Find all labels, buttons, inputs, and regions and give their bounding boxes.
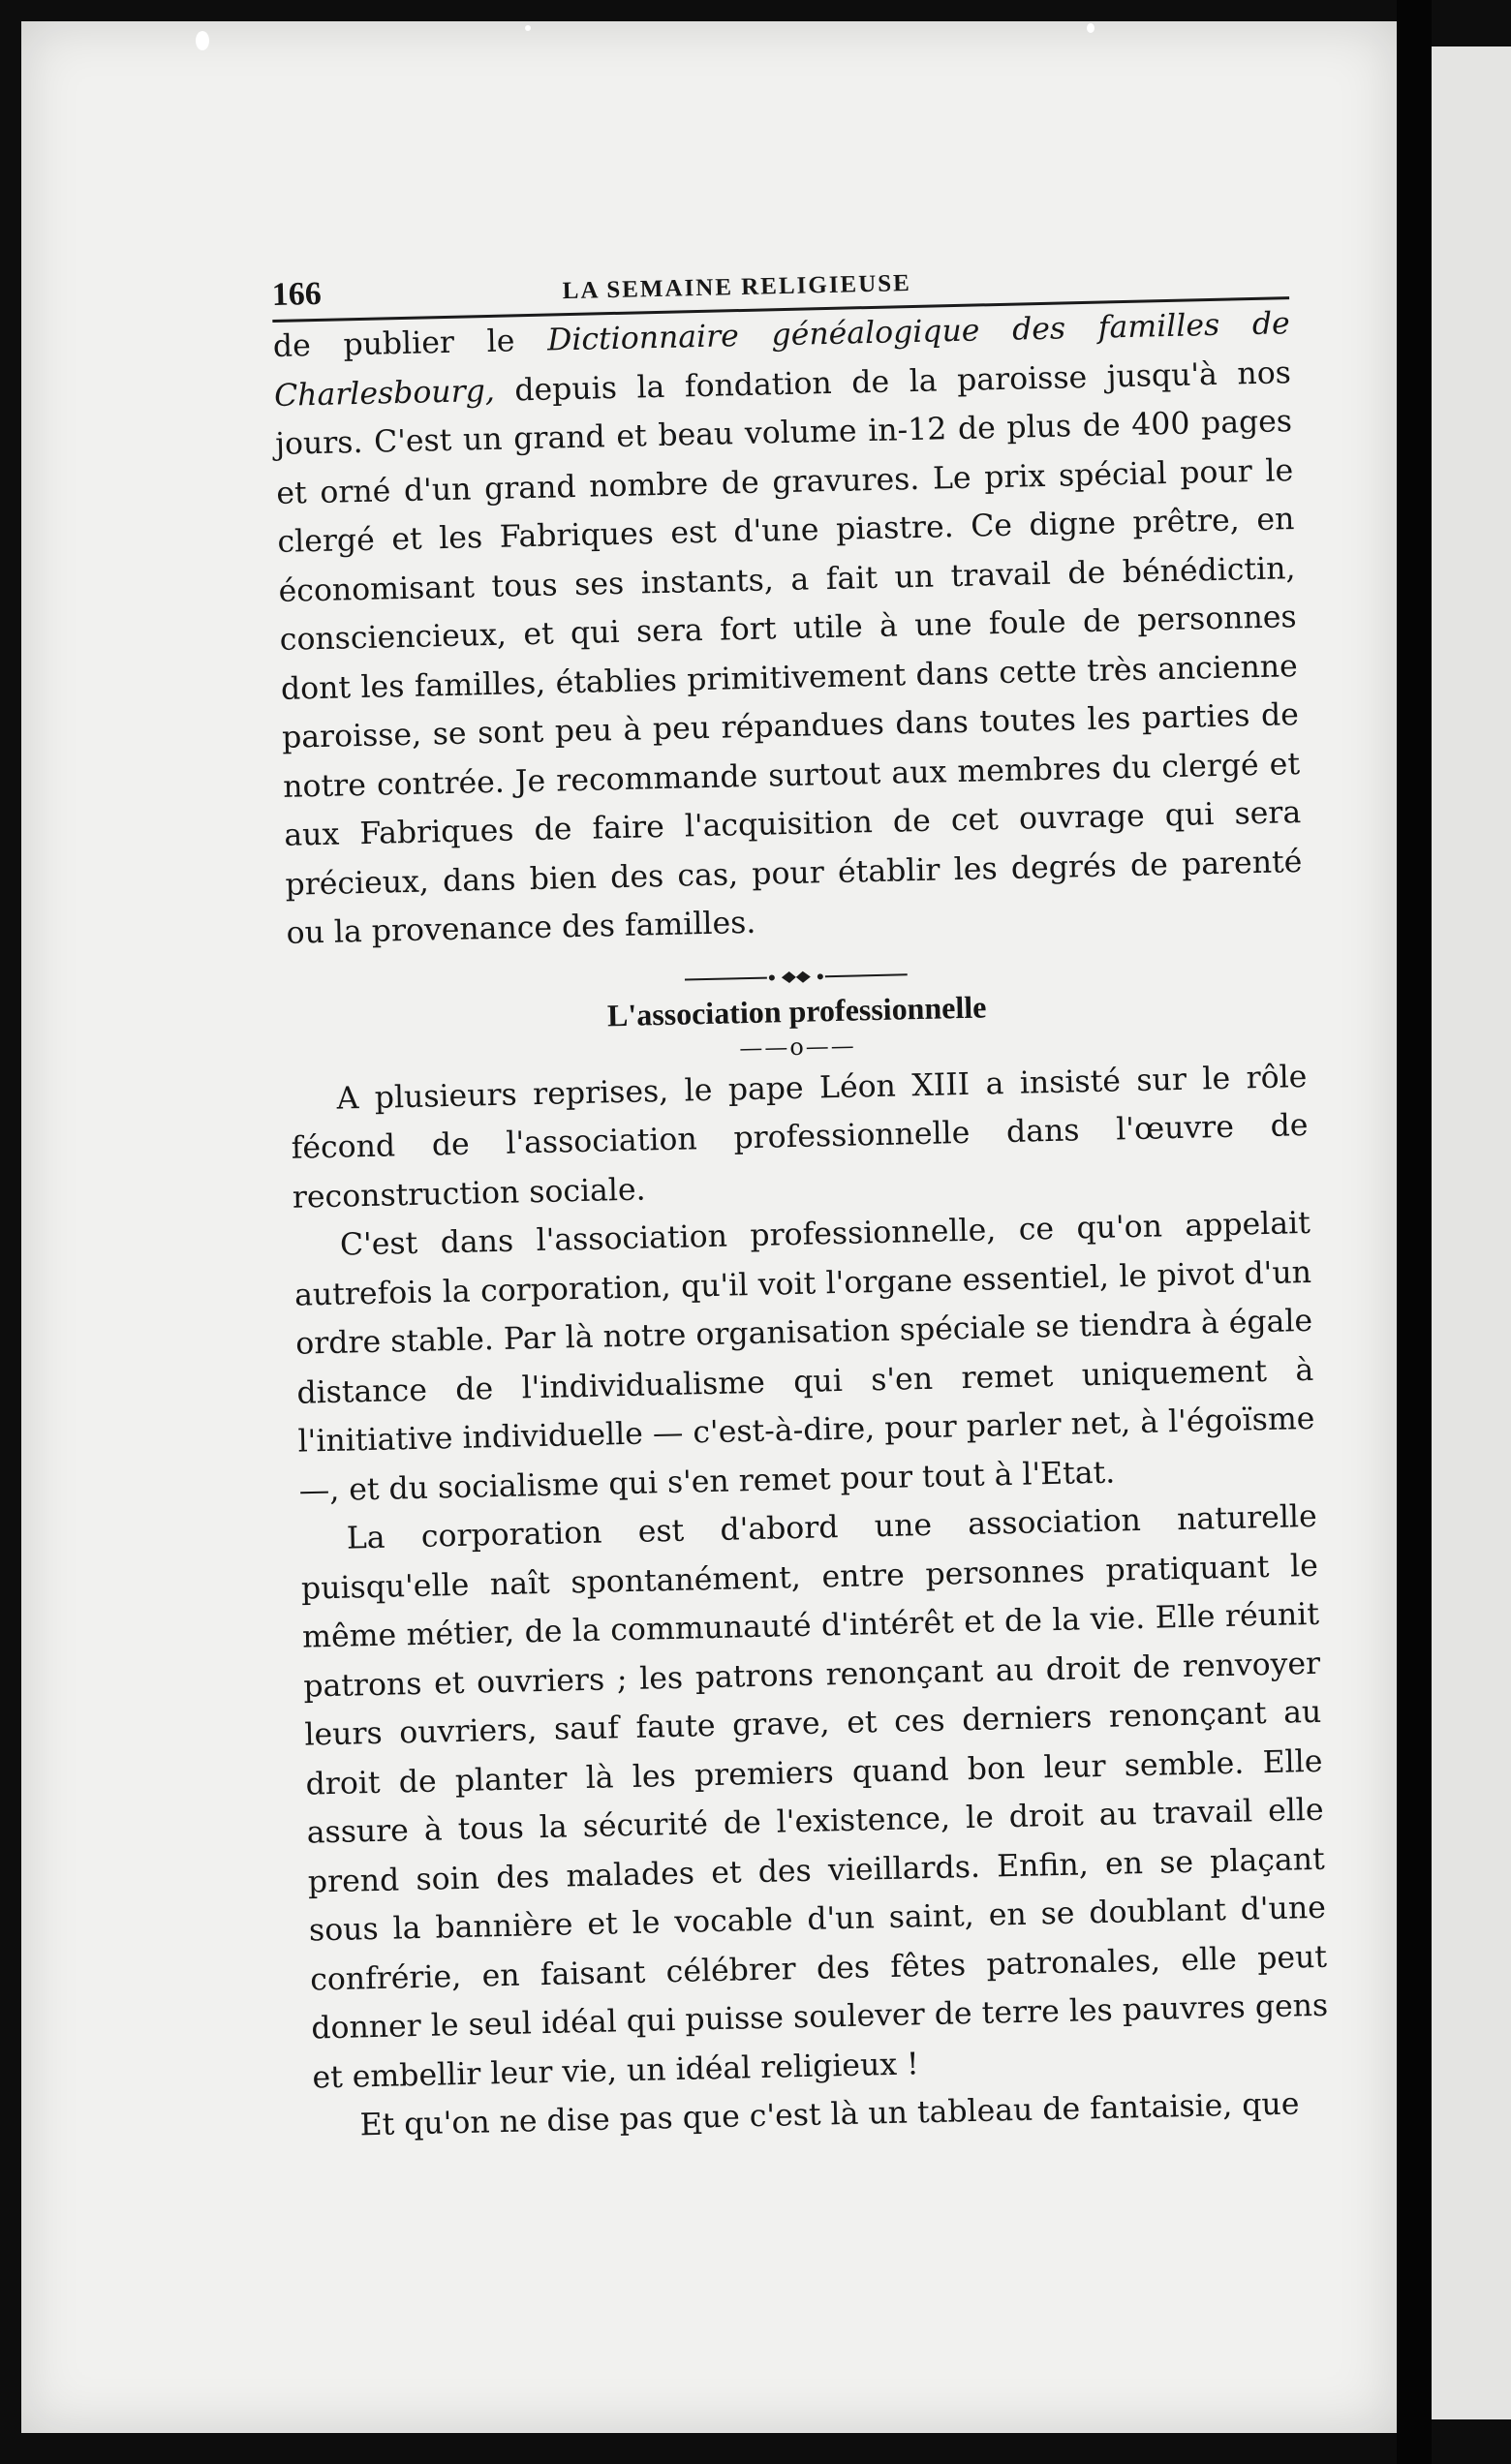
dictionary-title: Dictionnaire généalogique des familles de Charlesbourg, bbox=[273, 306, 1291, 414]
page-content bbox=[271, 240, 1331, 2151]
dust-speck bbox=[1087, 23, 1095, 33]
section-paragraph-2: C'est dans l'association professionnelle, ce qu'on appelait autrefois la corporation, qu'il voit l'organe essentiel, le pivot d'un ordre stable. Par là notre organisation spéciale se tiendra à égale distance de l'individualisme qui s'en remet uniquement à l'initiative individuelle — c'est-à-dire, pour parler net, à l'égoïsme —, et du socialisme qui s'en remet pour tout à l'Etat. bbox=[293, 1205, 1315, 1509]
journal-title: LA SEMAINE RELIGIEUSE bbox=[562, 270, 912, 305]
section-divider-ornament bbox=[685, 966, 908, 988]
title-sub-ornament: ——o—— bbox=[738, 1032, 857, 1062]
lead-text-start: de publier le bbox=[272, 323, 548, 364]
section-paragraph-4: Et qu'on ne dise pas que c'est là un tableau de fantaisie, que bbox=[359, 2086, 1300, 2143]
body-text bbox=[272, 299, 1331, 2151]
facing-page-edge bbox=[1432, 46, 1511, 2419]
section-paragraph-1: A plusieurs reprises, le pape Léon XIII a insisté sur le rôle fécond de l'association professionnelle dans l'œuvre de reconstruction sociale. bbox=[291, 1059, 1309, 1216]
dust-speck bbox=[196, 31, 209, 50]
page-number: 166 bbox=[271, 275, 323, 313]
lead-text-rest: depuis la fondation de la paroisse jusqu'à nos jours. C'est un grand et beau volume in-12 de plus de 400 pages et orné d'un grand nombre de gravures. Le prix spécial pour le clergé et les Fabriques est d'une piastre. Ce digne prêtre, en économisant tous ses instants, a fait un travail de bénédictin, consciencieux, et qui sera fort utile à une foule de personnes dont les familles, établies primitivement dans cette très ancienne paroisse, se sont peu à peu répandues dans toutes les parties de notre contrée. Je recommande surtout aux membres du clergé et aux Fabriques de faire l'acquisition de cet ouvrage qui sera précieux, dans bien des cas, pour établir les degrés de parenté ou la provenance des familles. bbox=[274, 354, 1303, 951]
lead-paragraph bbox=[272, 299, 1304, 958]
section-title: L'association professionnelle bbox=[606, 988, 987, 1032]
dust-speck bbox=[525, 25, 531, 31]
section-paragraph-3: La corporation est d'abord une association naturelle puisqu'elle naît spontanément, entre personnes pratiquant le même métier, de la communauté d'intérêt et de la vie. Elle réunit patrons et ouvriers ; les patrons renonçant au droit de renvoyer leurs ouvriers, sauf faute grave, et ces derniers renonçant au droit de planter là les premiers quand bon leur semble. Elle assure à tous la sécurité de l'existence, le droit au travail elle prend soin des malades et des vieillards. Enfin, en se plaçant sous la bannière et le vocable d'un saint, en se doublant d'une confrérie, en faisant célébrer des fêtes patronales, elle peut donner le seul idéal qui puisse soulever de terre les pauvres gens et embellir leur vie, un idéal religieux ! bbox=[300, 1498, 1329, 2096]
binding-gutter bbox=[1397, 0, 1432, 2464]
